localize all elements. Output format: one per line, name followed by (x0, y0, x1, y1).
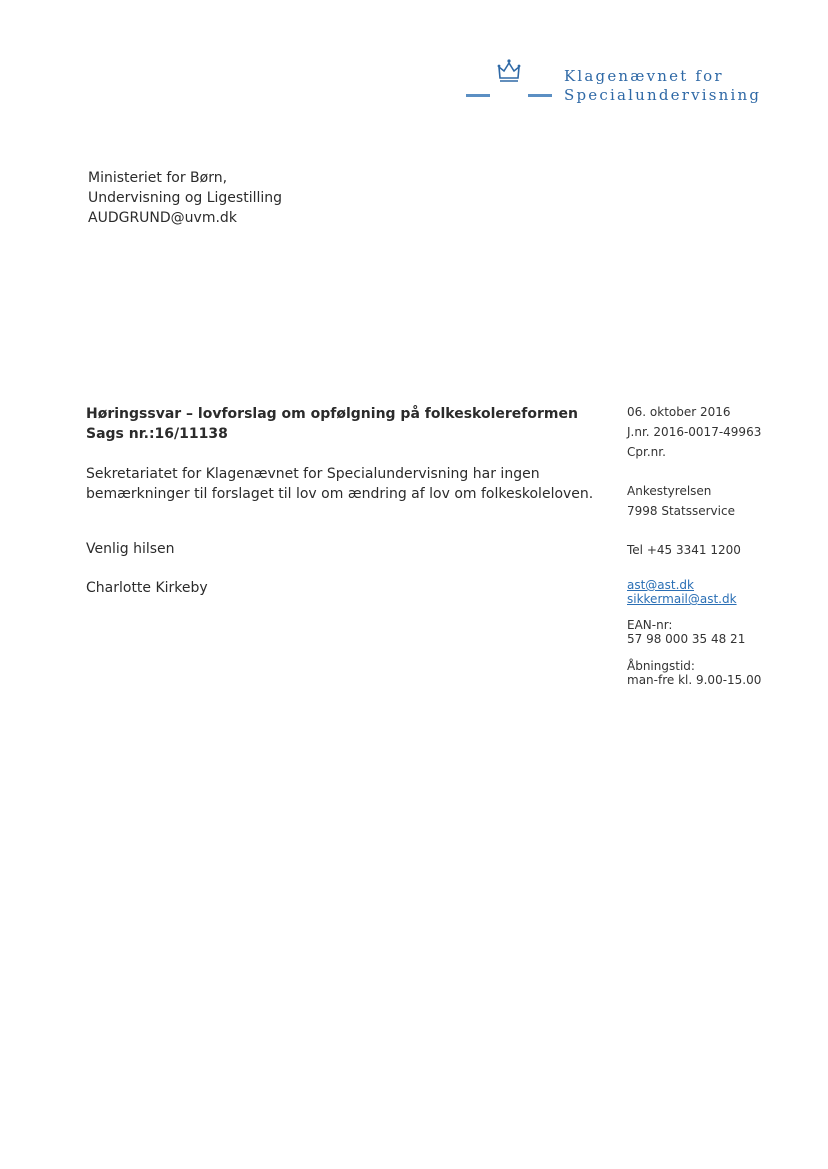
subject-line: Høringssvar – lovforslag om opfølgning på folkeskolereformen (86, 406, 578, 422)
recipient-email: AUDGRUND@uvm.dk (88, 210, 237, 226)
email-link-ast[interactable]: ast@ast.dk (627, 578, 695, 592)
signature-name: Charlotte Kirkeby (86, 580, 208, 596)
ean-value: 57 98 000 35 48 21 (627, 632, 746, 646)
sender-phone: Tel +45 3341 1200 (627, 543, 741, 557)
greeting: Venlig hilsen (86, 541, 175, 557)
recipient-line1: Ministeriet for Børn, (88, 170, 228, 186)
body-line1: Sekretariatet for Klagenævnet for Specialundervisning har ingen (86, 466, 540, 482)
logo-bar-right (528, 94, 552, 97)
logo-text-line2: Specialundervisning (564, 86, 762, 104)
cpr-number: Cpr.nr. (627, 445, 666, 459)
crown-icon (496, 58, 522, 84)
body-paragraph (86, 464, 596, 504)
body-line2: bemærkninger til forslaget til lov om ændring af lov om folkeskoleloven. (86, 486, 594, 502)
ean-label: EAN-nr: (627, 618, 673, 632)
hours-value: man-fre kl. 9.00-15.00 (627, 673, 762, 687)
logo (462, 58, 812, 108)
email-link-sikkermail[interactable]: sikkermail@ast.dk (627, 592, 737, 606)
logo-bar-left (466, 94, 490, 97)
letter-body (86, 404, 596, 596)
recipient-address (88, 168, 282, 228)
logo-text-line1: Klagenævnet for (564, 67, 724, 85)
sender-address: 7998 Statsservice (627, 504, 735, 518)
sender-org: Ankestyrelsen (627, 484, 712, 498)
case-number: Sags nr.:16/11138 (86, 426, 228, 442)
hours-label: Åbningstid: (627, 659, 695, 673)
email-link-2[interactable] (627, 591, 737, 607)
journal-number: J.nr. 2016-0017-49963 (627, 425, 762, 439)
letter-date: 06. oktober 2016 (627, 405, 731, 419)
recipient-line2: Undervisning og Ligestilling (88, 190, 283, 206)
